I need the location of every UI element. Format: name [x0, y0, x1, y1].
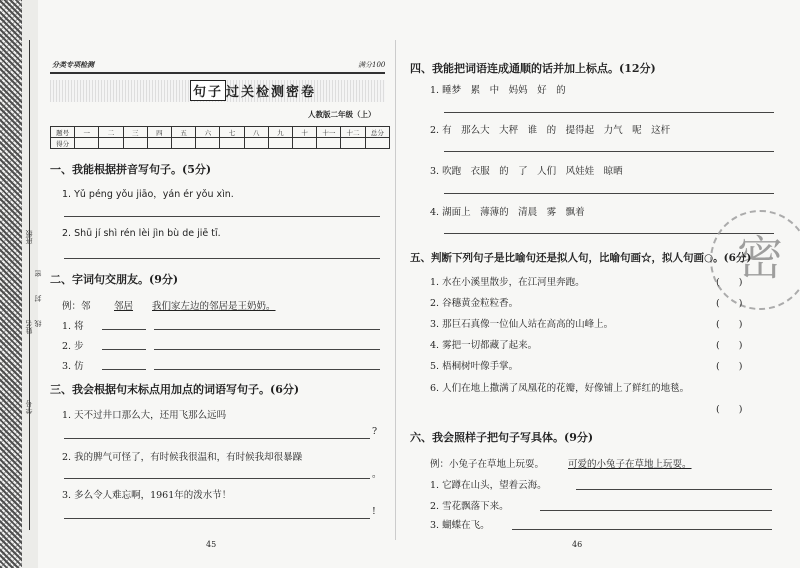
- score-input[interactable]: [172, 138, 196, 149]
- right-page: [400, 0, 795, 568]
- answer-line[interactable]: [576, 489, 772, 490]
- page-number-right: 46: [572, 540, 583, 549]
- section-2-title: 二、字词句交朋友。(9分): [50, 273, 179, 286]
- section-1-item-2: 2. Shū jí shì rén lèi jìn bù de jiē tī.: [62, 228, 221, 239]
- word-blank[interactable]: [102, 349, 146, 350]
- section-3-item-3-end: !: [372, 506, 376, 517]
- section-1-title: 一、我能根据拼音写句子。(5分): [50, 163, 212, 176]
- section-2-example-sentence: 我们家左边的邻居是王奶奶。: [152, 301, 276, 312]
- side-seal-3: 线: [34, 320, 42, 327]
- answer-line[interactable]: [64, 258, 380, 259]
- score-input[interactable]: [196, 138, 220, 149]
- score-cell: 十一: [317, 127, 341, 138]
- judge-paren[interactable]: ( ): [716, 404, 743, 415]
- section-6-item-1: 1. 它蹲在山头，望着云海。: [430, 480, 547, 491]
- answer-line[interactable]: [540, 510, 772, 511]
- section-4-item-3: 3. 吹跑 衣服 的 了 人们 风娃娃 晾晒: [430, 166, 623, 177]
- score-input[interactable]: [244, 138, 268, 149]
- score-input[interactable]: [365, 138, 389, 149]
- score-input[interactable]: [317, 138, 341, 149]
- side-seal-2: 封: [34, 295, 42, 302]
- score-input[interactable]: [75, 138, 99, 149]
- score-table: [50, 126, 390, 149]
- binding-texture-overlay: [0, 0, 22, 568]
- score-note: 满分100: [358, 61, 386, 69]
- judge-paren[interactable]: ( ): [716, 319, 743, 330]
- section-6-example-answer: 可爱的小兔子在草地上玩耍。: [568, 459, 692, 470]
- judge-paren[interactable]: ( ): [716, 361, 743, 372]
- score-cell: 十: [293, 127, 317, 138]
- score-cell: 三: [123, 127, 147, 138]
- section-3-item-1-end: ?: [372, 426, 378, 437]
- word-blank[interactable]: [102, 329, 146, 330]
- section-2-item-2: 2. 步: [62, 341, 84, 352]
- seal-stamp: 密: [710, 210, 800, 310]
- page-gutter: [395, 40, 396, 540]
- section-6-item-2: 2. 雪花飘落下来。: [430, 501, 509, 512]
- section-4-item-4: 4. 湖面上 薄薄的 清晨 雾 飘着: [430, 207, 585, 218]
- score-cell: 五: [172, 127, 196, 138]
- score-cell: 八: [244, 127, 268, 138]
- side-label-id: 学号: [25, 400, 33, 414]
- section-3-item-2: 2. 我的脾气可怪了，有时候我很温和，有时候我却很暴躁: [62, 452, 303, 463]
- sentence-blank[interactable]: [154, 329, 380, 330]
- page-number-left: 45: [206, 540, 217, 549]
- score-input[interactable]: [220, 138, 244, 149]
- score-cell: 题号: [51, 127, 75, 138]
- section-5-item-4: 4. 雾把一切都藏了起来。: [430, 340, 538, 351]
- section-4-item-1: 1. 睡梦 累 中 妈妈 好 的: [430, 85, 566, 96]
- answer-line[interactable]: [64, 518, 370, 519]
- section-2-example-label: 例：邻: [62, 301, 91, 312]
- score-cell: 四: [147, 127, 171, 138]
- seal-line: [29, 40, 30, 530]
- answer-line[interactable]: [64, 438, 370, 439]
- section-2-item-3: 3. 仿: [62, 361, 84, 372]
- side-label-class: 班级: [25, 230, 33, 244]
- score-cell: 十二: [341, 127, 365, 138]
- answer-line[interactable]: [444, 193, 774, 194]
- score-input[interactable]: [341, 138, 365, 149]
- side-label-name: 姓名: [25, 320, 33, 334]
- section-5-item-3: 3. 那巨石真像一位仙人站在高高的山峰上。: [430, 319, 614, 330]
- section-6-item-3: 3. 蝴蝶在飞。: [430, 520, 490, 531]
- word-blank[interactable]: [102, 369, 146, 370]
- section-5-item-1: 1. 水在小溪里散步，在江河里奔跑。: [430, 277, 585, 288]
- score-input[interactable]: [293, 138, 317, 149]
- section-5-title: 五、判断下列句子是比喻句还是拟人句，比喻句画☆，拟人句画○。(6分): [410, 252, 752, 264]
- left-page: [40, 0, 390, 568]
- score-input[interactable]: [99, 138, 123, 149]
- section-3-item-1: 1. 天不过井口那么大，还用飞那么远吗: [62, 410, 227, 421]
- score-input[interactable]: [268, 138, 292, 149]
- score-table-header: [51, 127, 390, 138]
- answer-line[interactable]: [64, 478, 370, 479]
- judge-paren[interactable]: ( ): [716, 298, 743, 309]
- score-cell: 七: [220, 127, 244, 138]
- section-3-item-3: 3. 多么令人难忘啊，1961年的泼水节！: [62, 490, 232, 501]
- score-input[interactable]: [147, 138, 171, 149]
- section-1-item-1: 1. Yǔ péng yǒu jiāo，yán ér yǒu xìn.: [62, 189, 234, 200]
- section-3-title: 三、我会根据句末标点用加点的词语写句子。(6分): [50, 383, 300, 396]
- section-5-item-2: 2. 谷穗黄金粒粒香。: [430, 298, 519, 309]
- answer-line[interactable]: [444, 151, 774, 152]
- section-6-title: 六、我会照样子把句子写具体。(9分): [410, 431, 594, 444]
- edition: 人教版二年级（上）: [308, 110, 376, 119]
- title-text: 过关检测密卷: [226, 85, 317, 100]
- sentence-blank[interactable]: [154, 349, 380, 350]
- section-3-item-2-end: 。: [372, 469, 382, 480]
- answer-line[interactable]: [444, 112, 774, 113]
- section-5-item-5: 5. 梧桐树叶像手掌。: [430, 361, 519, 372]
- side-seal-1: 密: [34, 270, 42, 277]
- answer-line[interactable]: [512, 529, 772, 530]
- section-4-title: 四、我能把词语连成通顺的话并加上标点。(12分): [410, 62, 656, 75]
- brand: 分类专项检测: [52, 60, 94, 69]
- page-title: [190, 80, 316, 101]
- answer-line[interactable]: [64, 216, 380, 217]
- judge-paren[interactable]: ( ): [716, 277, 743, 288]
- score-table-scores: [51, 138, 390, 149]
- score-cell: 一: [75, 127, 99, 138]
- score-cell: 九: [268, 127, 292, 138]
- score-cell: 六: [196, 127, 220, 138]
- score-cell: 二: [99, 127, 123, 138]
- score-cell: 得分: [51, 138, 75, 149]
- header-rule: [50, 72, 385, 74]
- title-boxed: 句子: [190, 80, 226, 101]
- section-4-item-2: 2. 有 那么大 大秤 谁 的 提得起 力气 呢 这杆: [430, 125, 671, 136]
- section-2-example-word: 邻居: [114, 301, 134, 312]
- section-2-item-1: 1. 将: [62, 321, 84, 332]
- score-input[interactable]: [123, 138, 147, 149]
- judge-paren[interactable]: ( ): [716, 340, 743, 351]
- score-cell: 总分: [365, 127, 389, 138]
- section-5-item-6: 6. 人们在地上撒满了凤凰花的花瓣，好像铺上了鲜红的地毯。: [430, 383, 690, 394]
- sentence-blank[interactable]: [154, 369, 380, 370]
- section-6-example-label: 例：小兔子在草地上玩耍。: [430, 459, 545, 470]
